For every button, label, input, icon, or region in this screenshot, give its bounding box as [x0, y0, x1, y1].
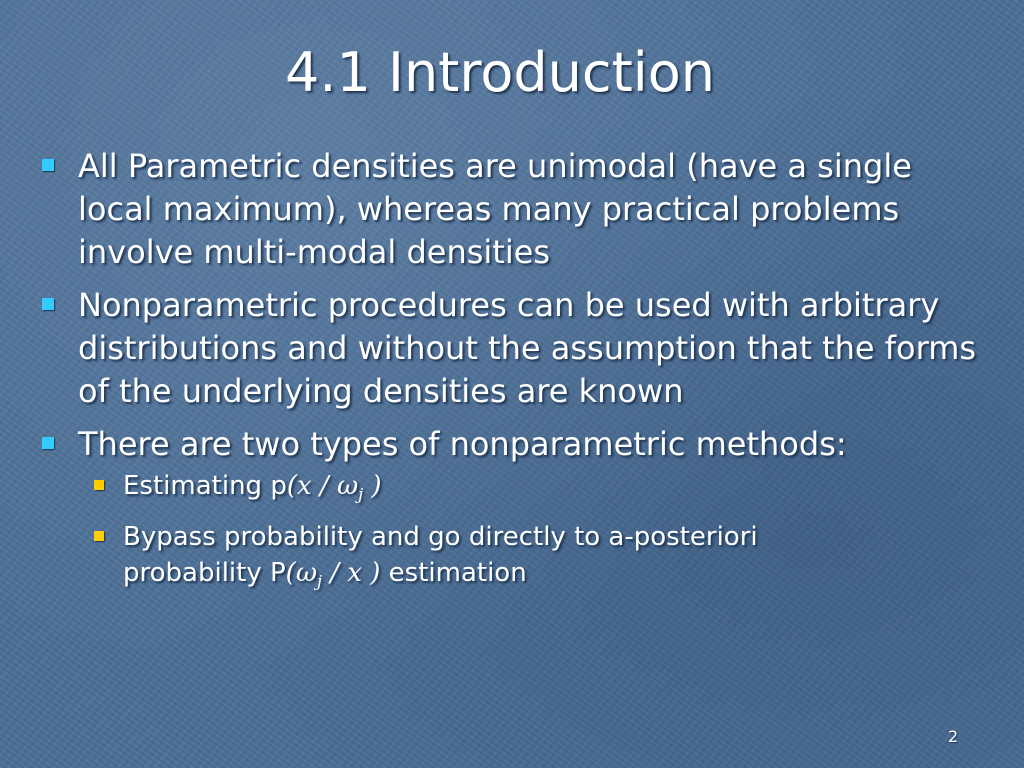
sub-bullet-item — [78, 519, 992, 600]
page-number: 2 — [948, 727, 959, 746]
bullet-text: There are two types of nonparametric methods: — [78, 425, 847, 463]
subscript-j: j — [358, 484, 364, 504]
sub-bullet-text: Estimating $p(x / \omega_j$ ) — [123, 471, 382, 504]
square-bullet-icon — [42, 298, 54, 310]
bullet-list — [42, 145, 992, 609]
bullet-text: All Parametric densities are unimodal (have a single local maximum), whereas many practical problems involve multi-modal densities — [78, 147, 912, 271]
bullet-item — [42, 145, 992, 274]
subscript-j: j — [317, 571, 323, 591]
bullet-item — [42, 284, 992, 413]
square-bullet-icon — [94, 531, 104, 541]
omega-symbol: ω — [295, 557, 318, 588]
math-expression: ($x / \omega_j$ ) — [286, 471, 382, 504]
bullet-item — [42, 423, 992, 599]
math-expression: ($\omega_j$ / x ) — [285, 557, 389, 591]
sub-bullet-item — [78, 468, 992, 513]
sub-bullet-text: Bypass probability and go directly to a-posteriori probability $P(\omega_j$ / x ) estimation — [123, 521, 758, 591]
square-bullet-icon — [42, 437, 54, 449]
square-bullet-icon — [42, 159, 54, 171]
bullet-text: Nonparametric procedures can be used with arbitrary distributions and without the assumption that the forms of the underlying densities are known — [78, 286, 977, 410]
sub-bullet-list — [78, 468, 992, 599]
omega-symbol: ω — [336, 471, 359, 501]
square-bullet-icon — [94, 480, 104, 490]
slide-title: 4.1 Introduction — [284, 41, 716, 104]
